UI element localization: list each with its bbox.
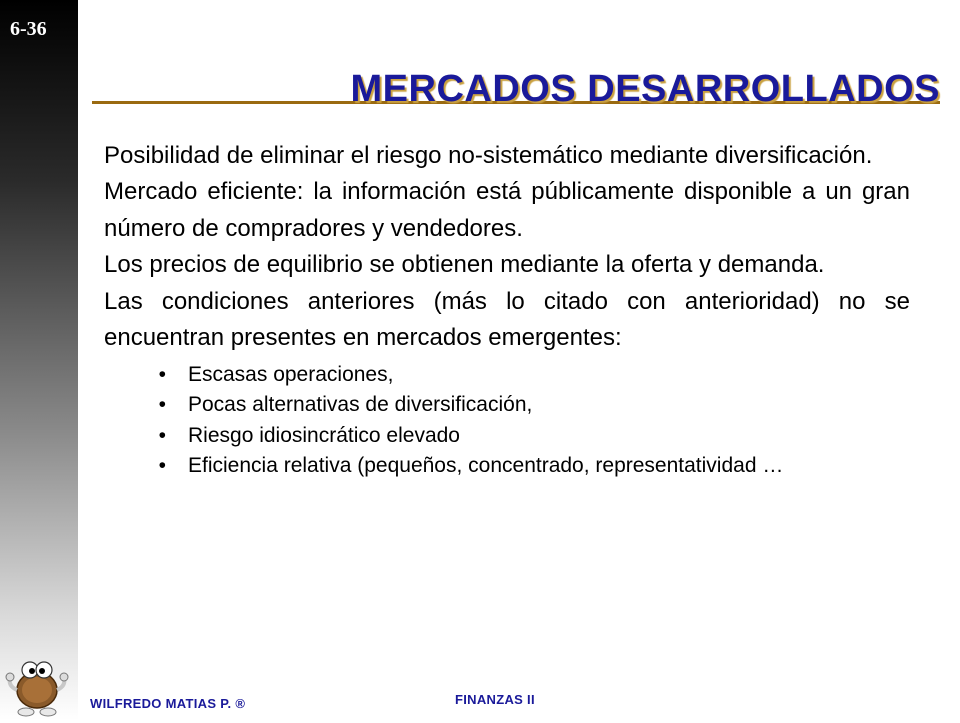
bullet-list — [104, 361, 910, 480]
list-item — [104, 422, 910, 450]
paragraph-2: Mercado eficiente: la información está públicamente disponible a un gran número de compradores y vendedores. — [104, 178, 910, 242]
bullet-mark: • — [158, 453, 166, 477]
bullet-text: Pocas alternativas de diversificación, — [188, 393, 533, 417]
footer-author: WILFREDO MATIAS P. ® — [90, 696, 246, 711]
cartoon-coin-character-icon — [4, 656, 70, 718]
bullet-mark: • — [158, 423, 166, 447]
bullet-mark: • — [158, 393, 166, 417]
bullet-text: Eficiencia relativa (pequeños, concentrado, representatividad … — [188, 453, 784, 477]
slide-number: 6-36 — [10, 18, 47, 40]
footer-course: FINANZAS II — [455, 692, 535, 707]
sidebar-gradient — [0, 0, 78, 720]
bullet-text: Escasas operaciones, — [188, 362, 394, 386]
slide-title: MERCADOS DESARROLLADOS — [350, 68, 940, 110]
slide-content — [104, 138, 910, 482]
list-item — [104, 452, 910, 480]
bullet-mark: • — [158, 362, 166, 386]
bullet-text: Riesgo idiosincrático elevado — [188, 423, 460, 447]
list-item — [104, 361, 910, 389]
paragraph-1: Posibilidad de eliminar el riesgo no-sistemático mediante diversificación. — [104, 142, 873, 169]
paragraph-3: Los precios de equilibrio se obtienen mediante la oferta y demanda. — [104, 251, 825, 279]
list-item — [104, 391, 910, 419]
paragraph-4: Las condiciones anteriores (más lo citado con anterioridad) no se encuentran presentes en mercados emergentes: — [104, 287, 910, 352]
